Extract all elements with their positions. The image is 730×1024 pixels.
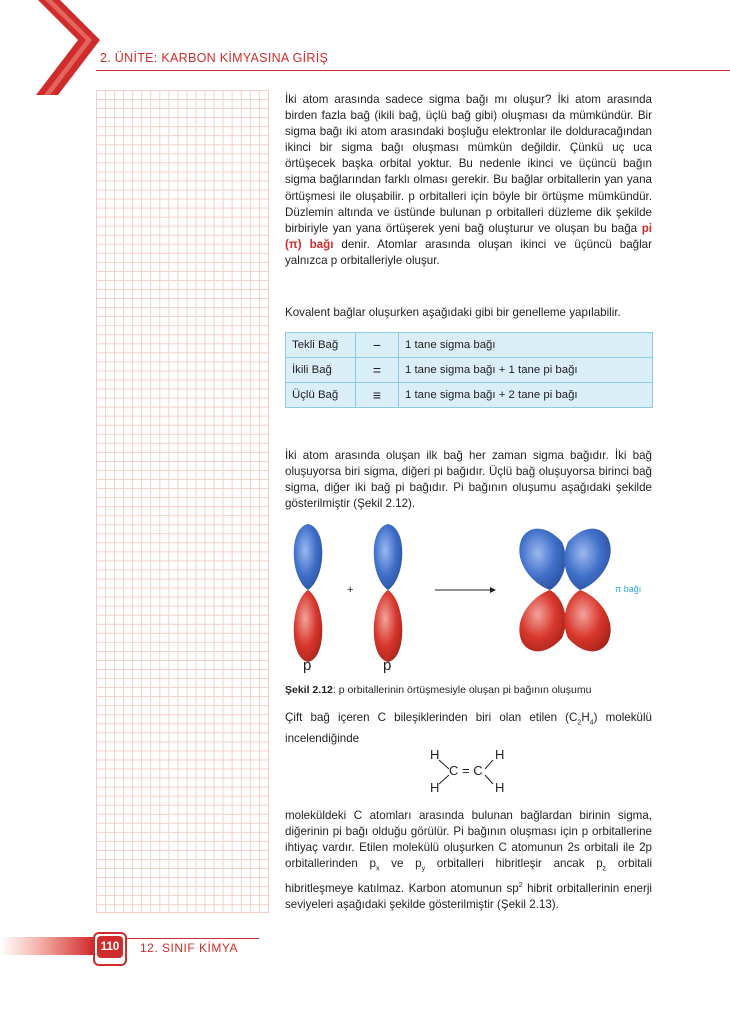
note-grid — [96, 90, 269, 913]
subscript: 4 — [589, 719, 594, 727]
bond-symbol: = — [356, 358, 399, 383]
p-orbital-lobe-bottom — [294, 590, 323, 662]
bond-symbol: ≡ — [356, 383, 399, 408]
text-segment: orbitali hibritleşmeye katılmaz. Karbon atomunun sp — [285, 857, 653, 895]
text-segment: ve p — [379, 857, 422, 871]
caption-label: Şekil 2.12 — [285, 684, 333, 696]
pi-bond-formation-figure — [280, 520, 660, 680]
subscript: z — [602, 865, 607, 873]
book-title: 12. SINIF KİMYA — [140, 941, 238, 955]
atom-h: H — [495, 747, 505, 762]
text-segment: orbitalleri hibritleşir ancak p — [425, 857, 603, 871]
text-segment: moleküldeki C atomları arasında bulunan bağlardan birinin sigma, diğerinin pi bağı olduğu görülür. Pi bağının oluşması için p orbitallerine ihtiyaç vardır. Etilen molekülü oluşurken C atomunun 2s orbitali ile 2p orbitallerinden p — [285, 809, 652, 871]
pi-bond-lobe-top-right — [564, 529, 610, 590]
chapter-chevron-decoration — [0, 0, 110, 95]
paragraph-ethylene — [285, 710, 652, 748]
text-segment: İki atom arasında sadece sigma bağı mı oluşur? İki atom arasında birden fazla bağ (ikili bağ, üçlü bağ gibi) oluşması da mümkündür. Bir sigma bağı iki atom arasındaki boşluğu elektronlar ile dolduracağından ikinci bir sigma bağı oluşması mümkün değildir. Çünkü uç uca örtüşecek başka orbital yoktur. Bu nedenle ikinci ve üçüncü bağın sigma bağlarından farklı olması gerekir. Bu bağlar orbitallerin yan yana örtüşmesi ile oluşabilir. p orbitalleri için böyle bir örtüşme mümkündür. Düzlemin altında ve üstünde bulunan p orbitalleri düzleme dik şekilde birbiriyle yan yana örtüşerek yeni bağ oluşturur ve oluşan bu bağa — [285, 93, 652, 235]
orbital-label-p: p — [383, 657, 392, 674]
text-segment: denir. Atomlar arasında oluşan ikinci ve üçüncü bağlar yalnızca p orbitalleriyle oluşur. — [285, 237, 652, 267]
paragraph-sigma-pi: İki atom arasında oluşan ilk bağ her zaman sigma bağıdır. İki bağ oluşuyorsa biri sigma, diğeri pi bağıdır. Üçlü bağ oluşuyorsa birinci bağ sigma, diğer iki bağ pi bağıdır. Pi bağının oluşumu aşağıdaki şekilde gösterilmiştir (Şekil 2.12). — [285, 449, 652, 511]
pi-bond-lobe-bottom-left — [519, 590, 565, 651]
orbital-label-p: p — [303, 657, 312, 674]
table-row — [286, 383, 653, 408]
bond-description: 1 tane sigma bağı — [399, 333, 653, 358]
figure-caption — [285, 684, 591, 696]
header-divider — [96, 70, 730, 71]
p-orbital-lobe-top — [374, 524, 403, 590]
atom-h: H — [495, 780, 505, 795]
page-number: 110 — [97, 936, 123, 958]
subscript: 2 — [577, 719, 582, 727]
bond-symbol: − — [356, 333, 399, 358]
text-segment: H — [581, 711, 590, 724]
bond-description: 1 tane sigma bağı + 2 tane pi bağı — [399, 383, 653, 408]
pi-bond-lobe-bottom-right — [564, 590, 610, 651]
chapter-title: 2. ÜNİTE: KARBON KİMYASINA GİRİŞ — [100, 51, 329, 65]
bond-name: Tekli Bağ — [286, 333, 356, 358]
subscript: y — [421, 865, 426, 873]
carbon-double-bond: C = C — [449, 763, 483, 778]
text-segment: ) molekülü incelendiğinde — [285, 711, 652, 746]
paragraph-generalization: Kovalent bağlar oluşurken aşağıdaki gibi bir genelleme yapılabilir. — [285, 306, 621, 319]
atom-h: H — [430, 780, 440, 795]
table-row — [286, 358, 653, 383]
p-orbital-lobe-bottom — [374, 590, 403, 662]
pi-bond-label: π bağı — [615, 584, 642, 594]
text-segment: Çift bağ içeren C bileşiklerinden biri olan etilen (C — [285, 711, 578, 724]
pi-bond-lobe-top-left — [519, 529, 565, 590]
bond-name: Üçlü Bağ — [286, 383, 356, 408]
bond-lines — [425, 747, 515, 797]
paragraph-hybridization — [285, 808, 652, 913]
caption-text: : p orbitallerinin örtüşmesiyle oluşan pi bağının oluşumu — [332, 684, 592, 696]
ethylene-structure — [425, 747, 515, 797]
superscript: 2 — [518, 881, 523, 889]
footer-divider — [125, 938, 259, 939]
p-orbital-lobe-top — [294, 524, 323, 590]
pi-bond-term: pi (π) bağı — [285, 221, 652, 251]
bond-description: 1 tane sigma bağı + 1 tane pi bağı — [399, 358, 653, 383]
table-row — [286, 333, 653, 358]
atom-h: H — [430, 747, 440, 762]
arrow-head — [490, 587, 496, 593]
bond-types-table — [285, 332, 653, 408]
bond-name: İkili Bağ — [286, 358, 356, 383]
footer-gradient-bar — [0, 937, 93, 955]
plus-sign: + — [347, 584, 354, 596]
text-segment: hibrit orbitallerinin enerji seviyeleri aşağıdaki şekilde gösterilmiştir (Şekil 2.13). — [285, 881, 652, 911]
paragraph-pi-bond-intro — [285, 92, 652, 269]
subscript: x — [375, 865, 380, 873]
